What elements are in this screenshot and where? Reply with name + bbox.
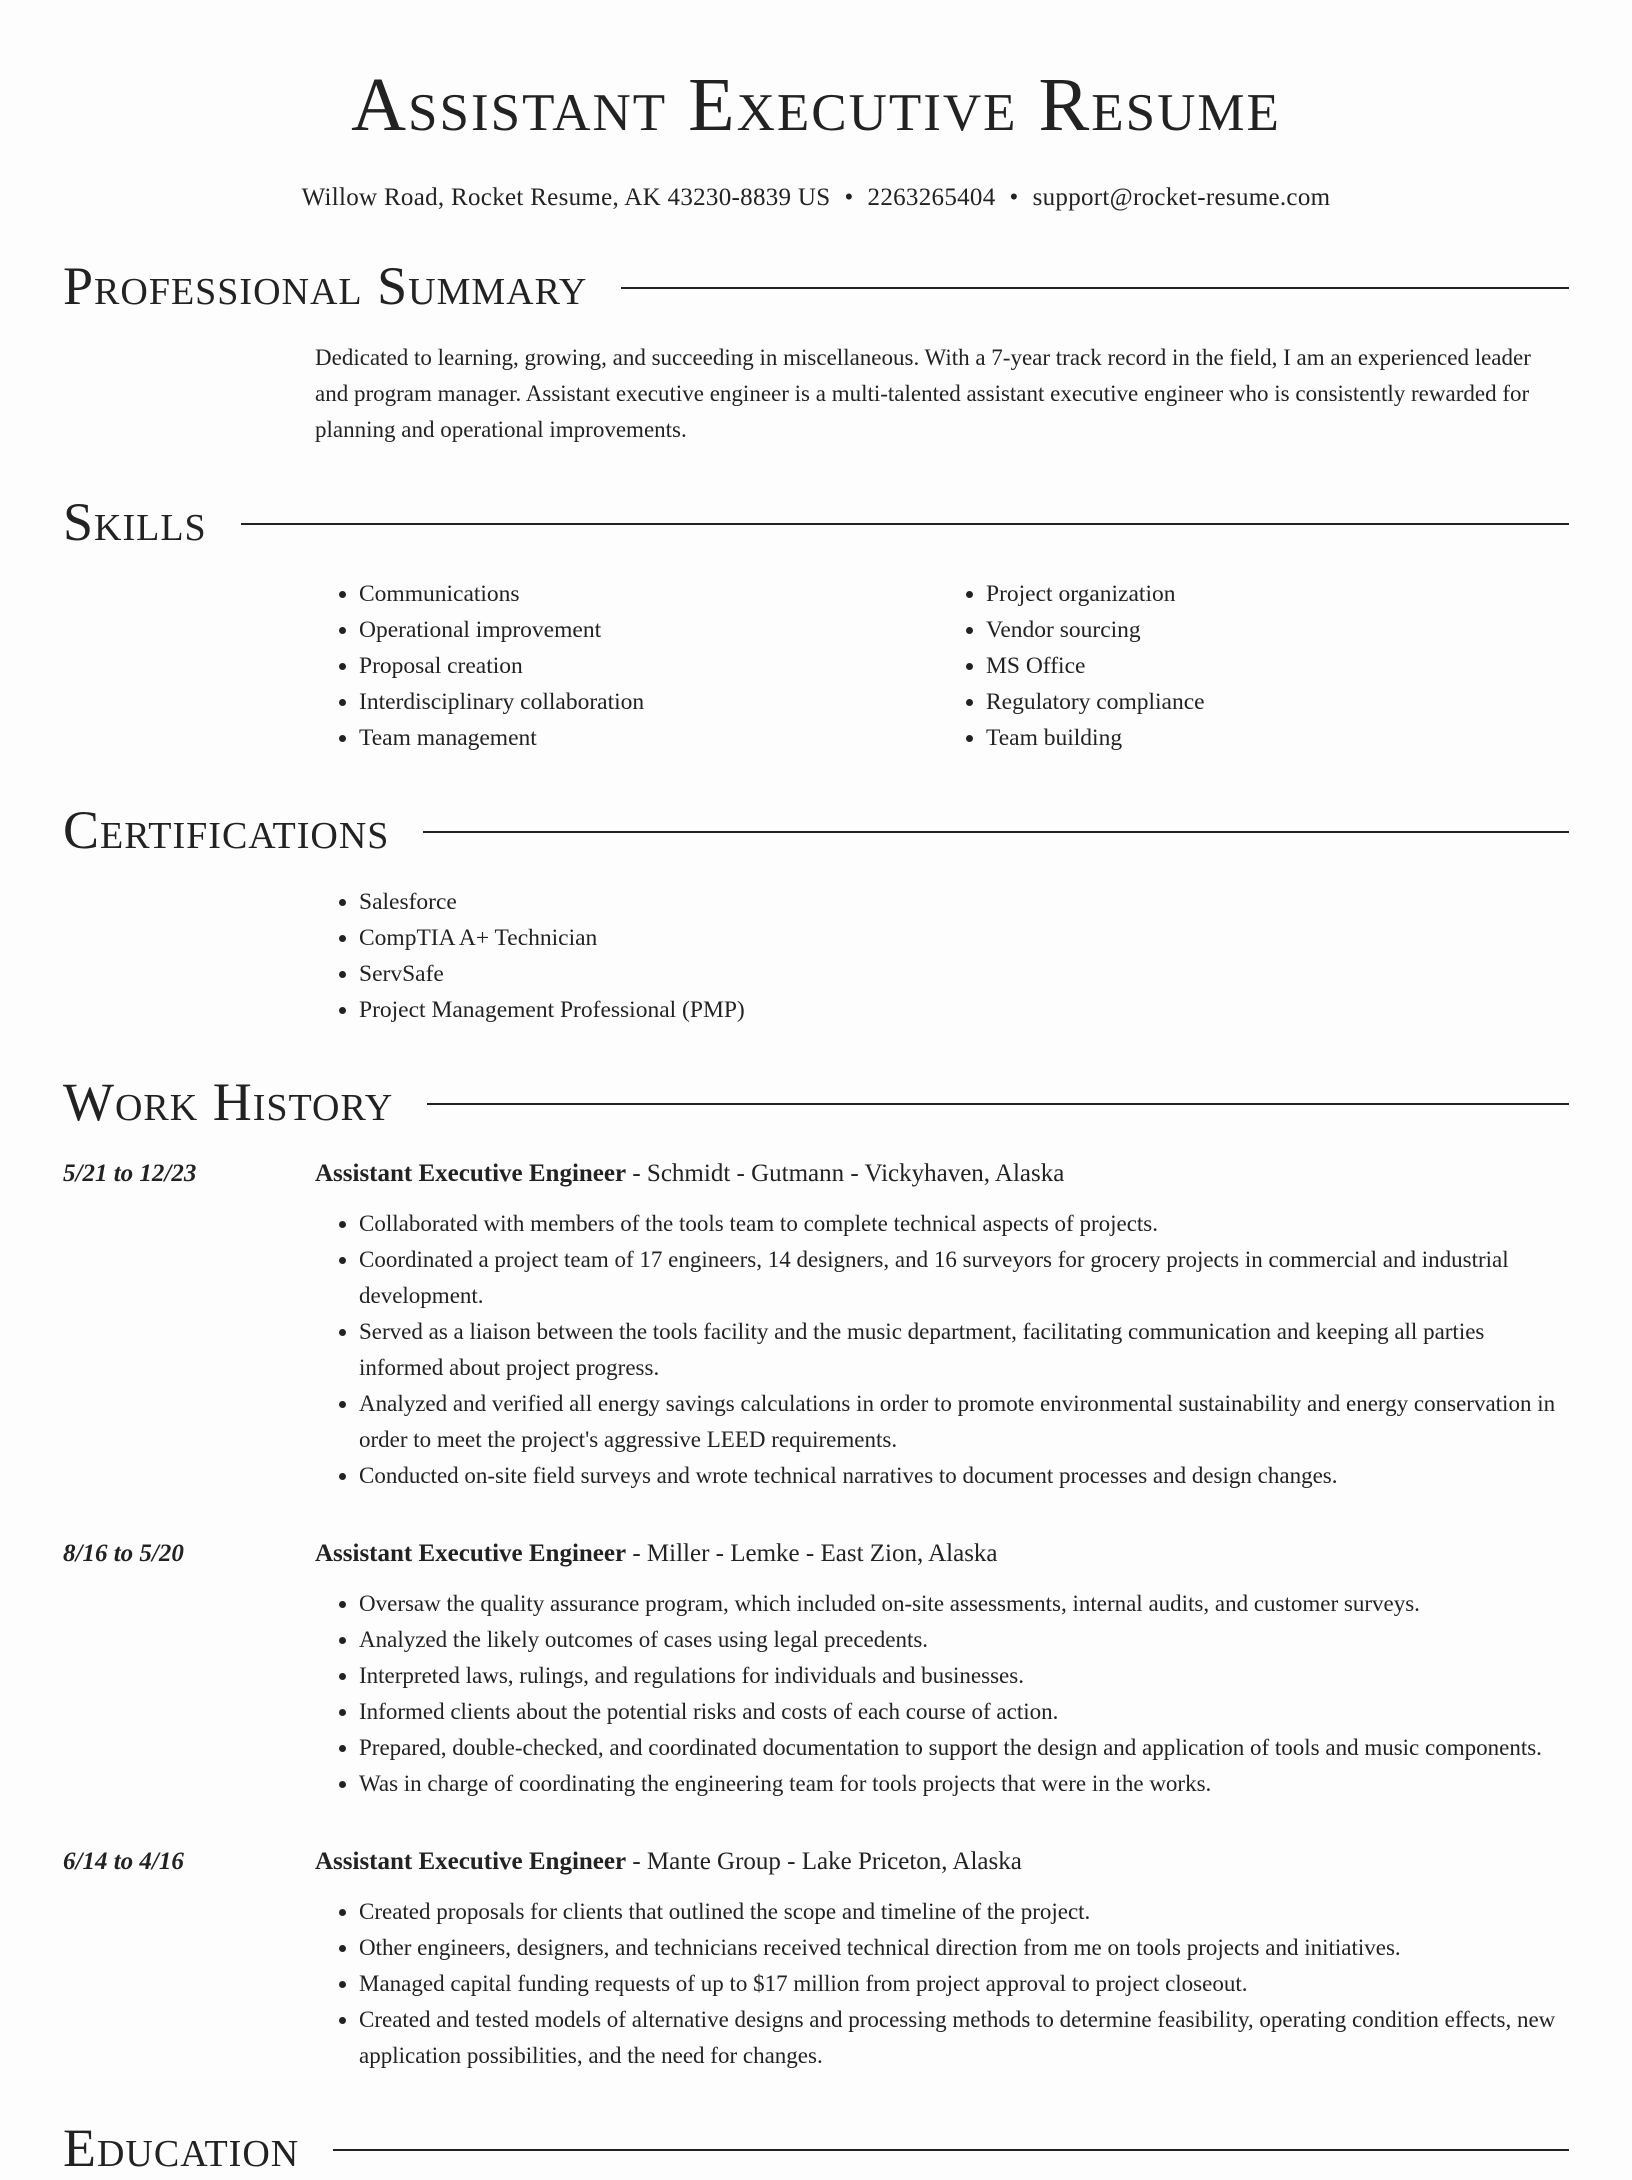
skill-item: • Communications: [359, 576, 942, 612]
skills-list: [315, 576, 1569, 756]
job-title: Assistant Executive Engineer: [315, 1160, 627, 1187]
section-divider: [333, 2149, 1569, 2151]
job-bullet: • Served as a liaison between the tools facility and the music department, facilitating communication and keeping all parties informed about project progress.: [359, 1314, 1569, 1386]
certification-item: • Salesforce: [359, 884, 1569, 920]
contact-line: [63, 184, 1569, 212]
skill-item: • Operational improvement: [359, 612, 942, 648]
job-entry: [63, 1844, 1569, 2074]
job-dates: 8/16 to 5/20: [63, 1540, 184, 1567]
skills-column-left: [315, 576, 942, 756]
section-title: Education: [63, 2118, 300, 2178]
section-title: Certifications: [63, 800, 390, 860]
skill-item: • Interdisciplinary collaboration: [359, 684, 942, 720]
job-bullet: • Was in charge of coordinating the engineering team for tools projects that were in the works.: [359, 1766, 1569, 1802]
skills-section-header: [63, 490, 1569, 554]
certifications-list: [315, 884, 1569, 1028]
job-bullet: • Coordinated a project team of 17 engineers, 14 designers, and 16 surveyors for grocery projects in commercial and industrial development.: [359, 1242, 1569, 1314]
summary-section-header: [63, 254, 1569, 318]
job-title: Assistant Executive Engineer: [315, 1848, 627, 1875]
job-bullet: • Managed capital funding requests of up to $17 million from project approval to project closeout.: [359, 1966, 1569, 2002]
job-bullet: • Interpreted laws, rulings, and regulations for individuals and businesses.: [359, 1658, 1569, 1694]
certification-item: • CompTIA A+ Technician: [359, 920, 1569, 956]
certifications-section-header: [63, 798, 1569, 862]
job-company: - Miller - Lemke - East Zion, Alaska: [626, 1540, 998, 1567]
section-title: Skills: [63, 492, 207, 552]
section-title: Work History: [63, 1072, 394, 1132]
job-header: [63, 1156, 1569, 1192]
certification-item: • ServSafe: [359, 956, 1569, 992]
section-title: Professional Summary: [63, 256, 588, 316]
email: support@rocket-resume.com: [1032, 184, 1331, 211]
job-bullet: • Conducted on-site field surveys and wrote technical narratives to document processes and design changes.: [359, 1458, 1569, 1494]
job-header: [63, 1844, 1569, 1880]
summary-text: Dedicated to learning, growing, and succeeding in miscellaneous. With a 7-year track record in the field, I am an experienced leader and program manager. Assistant executive engineer is a multi-talented assistant executive engineer who is consistently rewarded for planning and operational improvements.: [315, 345, 1531, 442]
job-bullet: • Other engineers, designers, and technicians received technical direction from me on tools projects and initiatives.: [359, 1930, 1569, 1966]
section-divider: [621, 287, 1569, 289]
job-bullet: • Created and tested models of alternative designs and processing methods to determine feasibility, operating condition effects, new application possibilities, and the need for changes.: [359, 2002, 1569, 2074]
separator: •: [844, 184, 854, 211]
job-company: - Mante Group - Lake Priceton, Alaska: [626, 1848, 1022, 1875]
skill-item: • Team building: [986, 720, 1569, 756]
skill-item: • Team management: [359, 720, 942, 756]
job-bullets: [315, 1894, 1569, 2074]
section-divider: [423, 831, 1569, 833]
job-title: Assistant Executive Engineer: [315, 1540, 627, 1567]
skill-item: • MS Office: [986, 648, 1569, 684]
job-bullet: • Informed clients about the potential risks and costs of each course of action.: [359, 1694, 1569, 1730]
job-bullet: • Prepared, double-checked, and coordinated documentation to support the design and application of tools and music components.: [359, 1730, 1569, 1766]
address: Willow Road, Rocket Resume, AK 43230-8839 US: [301, 184, 831, 211]
job-header: [63, 1536, 1569, 1572]
job-bullet: • Analyzed and verified all energy savings calculations in order to promote environmental sustainability and energy conservation in order to meet the project's aggressive LEED requirements.: [359, 1386, 1569, 1458]
section-divider: [427, 1103, 1569, 1105]
section-divider: [241, 523, 1569, 525]
job-dates: 6/14 to 4/16: [63, 1848, 184, 1875]
skill-item: • Vendor sourcing: [986, 612, 1569, 648]
job-bullets: [315, 1586, 1569, 1802]
skills-column-right: [942, 576, 1569, 756]
job-bullet: • Collaborated with members of the tools team to complete technical aspects of projects.: [359, 1206, 1569, 1242]
skill-item: • Proposal creation: [359, 648, 942, 684]
job-dates: 5/21 to 12/23: [63, 1160, 197, 1187]
resume-title: Assistant Executive Resume: [351, 63, 1281, 147]
work-history-section-header: [63, 1070, 1569, 1134]
job-entry: [63, 1536, 1569, 1802]
job-bullets: [315, 1206, 1569, 1494]
certification-item: • Project Management Professional (PMP): [359, 992, 1569, 1028]
job-bullet: • Created proposals for clients that outlined the scope and timeline of the project.: [359, 1894, 1569, 1930]
skill-item: • Project organization: [986, 576, 1569, 612]
education-section-header: [63, 2116, 1569, 2180]
phone: 2263265404: [867, 184, 996, 211]
separator: •: [1009, 184, 1019, 211]
job-entry: [63, 1156, 1569, 1494]
job-bullet: • Analyzed the likely outcomes of cases using legal precedents.: [359, 1622, 1569, 1658]
skill-item: • Regulatory compliance: [986, 684, 1569, 720]
job-company: - Schmidt - Gutmann - Vickyhaven, Alaska: [626, 1160, 1065, 1187]
job-bullet: • Oversaw the quality assurance program, which included on-site assessments, internal audits, and customer surveys.: [359, 1586, 1569, 1622]
